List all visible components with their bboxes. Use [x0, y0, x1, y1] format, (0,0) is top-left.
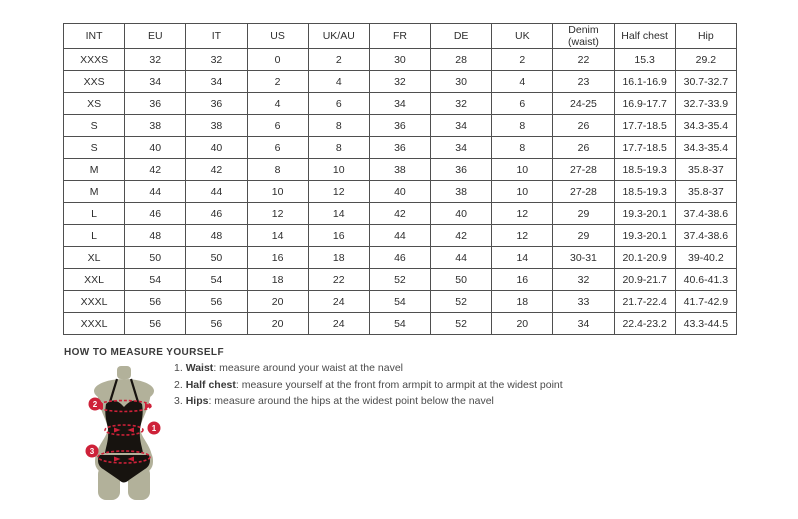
size-cell: 30.7-32.7 [675, 71, 736, 93]
size-cell: 18 [247, 269, 308, 291]
size-cell: 37.4-38.6 [675, 225, 736, 247]
size-cell: 36 [125, 93, 186, 115]
size-cell: 16 [308, 225, 369, 247]
size-cell: 44 [125, 181, 186, 203]
size-cell: 44 [431, 247, 492, 269]
size-cell: 54 [369, 313, 430, 335]
size-cell: 30-31 [553, 247, 614, 269]
size-cell: 20.1-20.9 [614, 247, 675, 269]
size-cell: 26 [553, 137, 614, 159]
table-row [64, 49, 737, 71]
table-row [64, 203, 737, 225]
size-cell: XXS [64, 71, 125, 93]
size-cell: 34 [553, 313, 614, 335]
size-cell: 6 [247, 137, 308, 159]
size-cell: S [64, 115, 125, 137]
size-cell: 34 [369, 93, 430, 115]
size-cell: 56 [186, 313, 247, 335]
size-cell: 38 [125, 115, 186, 137]
measure-step: 2. Half chest: measure yourself at the front from armpit to armpit at the widest point [174, 378, 563, 391]
size-cell: L [64, 203, 125, 225]
size-cell: XXXS [64, 49, 125, 71]
size-cell: 8 [308, 137, 369, 159]
column-header-denim-waist-: Denim (waist) [553, 24, 614, 49]
size-cell: 19.3-20.1 [614, 225, 675, 247]
size-cell: 43.3-44.5 [675, 313, 736, 335]
table-row [64, 247, 737, 269]
table-row [64, 225, 737, 247]
size-cell: 21.7-22.4 [614, 291, 675, 313]
size-table-head [64, 24, 737, 49]
size-cell: 34 [431, 137, 492, 159]
size-cell: 18 [492, 291, 553, 313]
size-cell: 44 [369, 225, 430, 247]
size-cell: 14 [247, 225, 308, 247]
size-cell: 16.1-16.9 [614, 71, 675, 93]
size-cell: XS [64, 93, 125, 115]
size-cell: 16 [492, 269, 553, 291]
size-cell: 8 [247, 159, 308, 181]
size-cell: 35.8-37 [675, 159, 736, 181]
size-cell: 24 [308, 313, 369, 335]
size-cell: 10 [308, 159, 369, 181]
size-cell: 2 [308, 49, 369, 71]
size-cell: 37.4-38.6 [675, 203, 736, 225]
size-cell: 32 [431, 93, 492, 115]
table-row [64, 137, 737, 159]
size-cell: 50 [186, 247, 247, 269]
size-cell: 16.9-17.7 [614, 93, 675, 115]
size-cell: 34 [186, 71, 247, 93]
size-cell: 34.3-35.4 [675, 115, 736, 137]
table-row [64, 115, 737, 137]
size-cell: 24 [308, 291, 369, 313]
size-cell: 22 [308, 269, 369, 291]
size-cell: 54 [186, 269, 247, 291]
size-cell: 15.3 [614, 49, 675, 71]
size-cell: 44 [186, 181, 247, 203]
size-cell: 36 [369, 115, 430, 137]
size-cell: 29 [553, 225, 614, 247]
size-cell: 35.8-37 [675, 181, 736, 203]
size-cell: 28 [431, 49, 492, 71]
size-cell: 2 [492, 49, 553, 71]
size-cell: 26 [553, 115, 614, 137]
size-cell: 46 [369, 247, 430, 269]
size-cell: 17.7-18.5 [614, 137, 675, 159]
size-cell: 40 [431, 203, 492, 225]
size-cell: 4 [492, 71, 553, 93]
size-cell: 50 [431, 269, 492, 291]
size-cell: 36 [431, 159, 492, 181]
size-cell: 46 [186, 203, 247, 225]
size-cell: 27-28 [553, 159, 614, 181]
size-cell: 14 [308, 203, 369, 225]
size-cell: 54 [369, 291, 430, 313]
size-cell: 54 [125, 269, 186, 291]
measure-step: 1. Waist: measure around your waist at the navel [174, 362, 403, 374]
size-cell: 12 [492, 203, 553, 225]
size-cell: XXXL [64, 313, 125, 335]
size-cell: 42 [431, 225, 492, 247]
size-cell: 48 [125, 225, 186, 247]
size-cell: 20.9-21.7 [614, 269, 675, 291]
column-header-de: DE [431, 24, 492, 49]
size-cell: 40.6-41.3 [675, 269, 736, 291]
size-cell: 24-25 [553, 93, 614, 115]
column-header-half-chest: Half chest [614, 24, 675, 49]
measure-step: 3. Hips: measure around the hips at the widest point below the navel [174, 395, 494, 407]
size-cell: 34 [125, 71, 186, 93]
size-cell: 32 [186, 49, 247, 71]
column-header-eu: EU [125, 24, 186, 49]
size-cell: 40 [186, 137, 247, 159]
table-row [64, 291, 737, 313]
size-cell: 46 [125, 203, 186, 225]
size-cell: 32.7-33.9 [675, 93, 736, 115]
size-cell: 14 [492, 247, 553, 269]
size-cell: 52 [369, 269, 430, 291]
size-cell: 52 [431, 313, 492, 335]
size-cell: 20 [492, 313, 553, 335]
column-header-us: US [247, 24, 308, 49]
size-cell: 10 [492, 181, 553, 203]
size-cell: 22 [553, 49, 614, 71]
table-row [64, 93, 737, 115]
size-cell: 20 [247, 313, 308, 335]
size-cell: 18.5-19.3 [614, 181, 675, 203]
table-row [64, 269, 737, 291]
size-cell: 50 [125, 247, 186, 269]
table-row [64, 159, 737, 181]
size-cell: 10 [492, 159, 553, 181]
size-table [63, 23, 737, 335]
size-cell: 18 [308, 247, 369, 269]
size-cell: 18.5-19.3 [614, 159, 675, 181]
size-cell: S [64, 137, 125, 159]
size-cell: XL [64, 247, 125, 269]
size-cell: 56 [186, 291, 247, 313]
size-cell: 56 [125, 291, 186, 313]
size-cell: 22.4-23.2 [614, 313, 675, 335]
size-cell: 12 [492, 225, 553, 247]
badge-3-number: 3 [89, 447, 95, 456]
size-cell: 23 [553, 71, 614, 93]
header-row [64, 24, 737, 49]
size-cell: 29.2 [675, 49, 736, 71]
size-cell: 52 [431, 291, 492, 313]
size-cell: 42 [369, 203, 430, 225]
size-cell: 19.3-20.1 [614, 203, 675, 225]
size-cell: 0 [247, 49, 308, 71]
size-cell: 42 [186, 159, 247, 181]
size-cell: 30 [369, 49, 430, 71]
size-cell: 6 [308, 93, 369, 115]
size-table-body [64, 49, 737, 335]
size-cell: XXXL [64, 291, 125, 313]
table-row [64, 71, 737, 93]
size-cell: 16 [247, 247, 308, 269]
size-cell: 20 [247, 291, 308, 313]
size-cell: XXL [64, 269, 125, 291]
size-cell: 29 [553, 203, 614, 225]
table-row [64, 181, 737, 203]
column-header-uk: UK [492, 24, 553, 49]
table-row [64, 313, 737, 335]
size-cell: 6 [247, 115, 308, 137]
column-header-hip: Hip [675, 24, 736, 49]
measure-steps [174, 363, 563, 413]
size-cell: 41.7-42.9 [675, 291, 736, 313]
size-cell: 17.7-18.5 [614, 115, 675, 137]
measure-guide-title: HOW TO MEASURE YOURSELF [64, 347, 224, 358]
size-cell: M [64, 159, 125, 181]
size-cell: 38 [369, 159, 430, 181]
size-cell: 40 [125, 137, 186, 159]
size-cell: 33 [553, 291, 614, 313]
size-cell: 4 [247, 93, 308, 115]
size-cell: 4 [308, 71, 369, 93]
size-cell: 6 [492, 93, 553, 115]
size-cell: 8 [492, 115, 553, 137]
badge-1-number: 1 [151, 424, 157, 433]
size-cell: 39-40.2 [675, 247, 736, 269]
size-cell: 36 [369, 137, 430, 159]
size-cell: L [64, 225, 125, 247]
badge-2-number: 2 [92, 400, 98, 409]
size-cell: 32 [553, 269, 614, 291]
size-cell: 2 [247, 71, 308, 93]
size-cell: 38 [431, 181, 492, 203]
size-cell: 12 [308, 181, 369, 203]
size-cell: 27-28 [553, 181, 614, 203]
size-cell: 38 [186, 115, 247, 137]
size-cell: 10 [247, 181, 308, 203]
size-cell: 40 [369, 181, 430, 203]
size-cell: 32 [369, 71, 430, 93]
size-cell: 30 [431, 71, 492, 93]
size-cell: 34.3-35.4 [675, 137, 736, 159]
size-cell: 8 [492, 137, 553, 159]
size-cell: 32 [125, 49, 186, 71]
size-cell: 8 [308, 115, 369, 137]
column-header-fr: FR [369, 24, 430, 49]
size-cell: 34 [431, 115, 492, 137]
size-cell: M [64, 181, 125, 203]
size-cell: 42 [125, 159, 186, 181]
size-cell: 48 [186, 225, 247, 247]
size-cell: 12 [247, 203, 308, 225]
column-header-it: IT [186, 24, 247, 49]
size-cell: 36 [186, 93, 247, 115]
measurement-figure-illustration [82, 366, 166, 502]
column-header-uk-au: UK/AU [308, 24, 369, 49]
size-cell: 56 [125, 313, 186, 335]
column-header-int: INT [64, 24, 125, 49]
